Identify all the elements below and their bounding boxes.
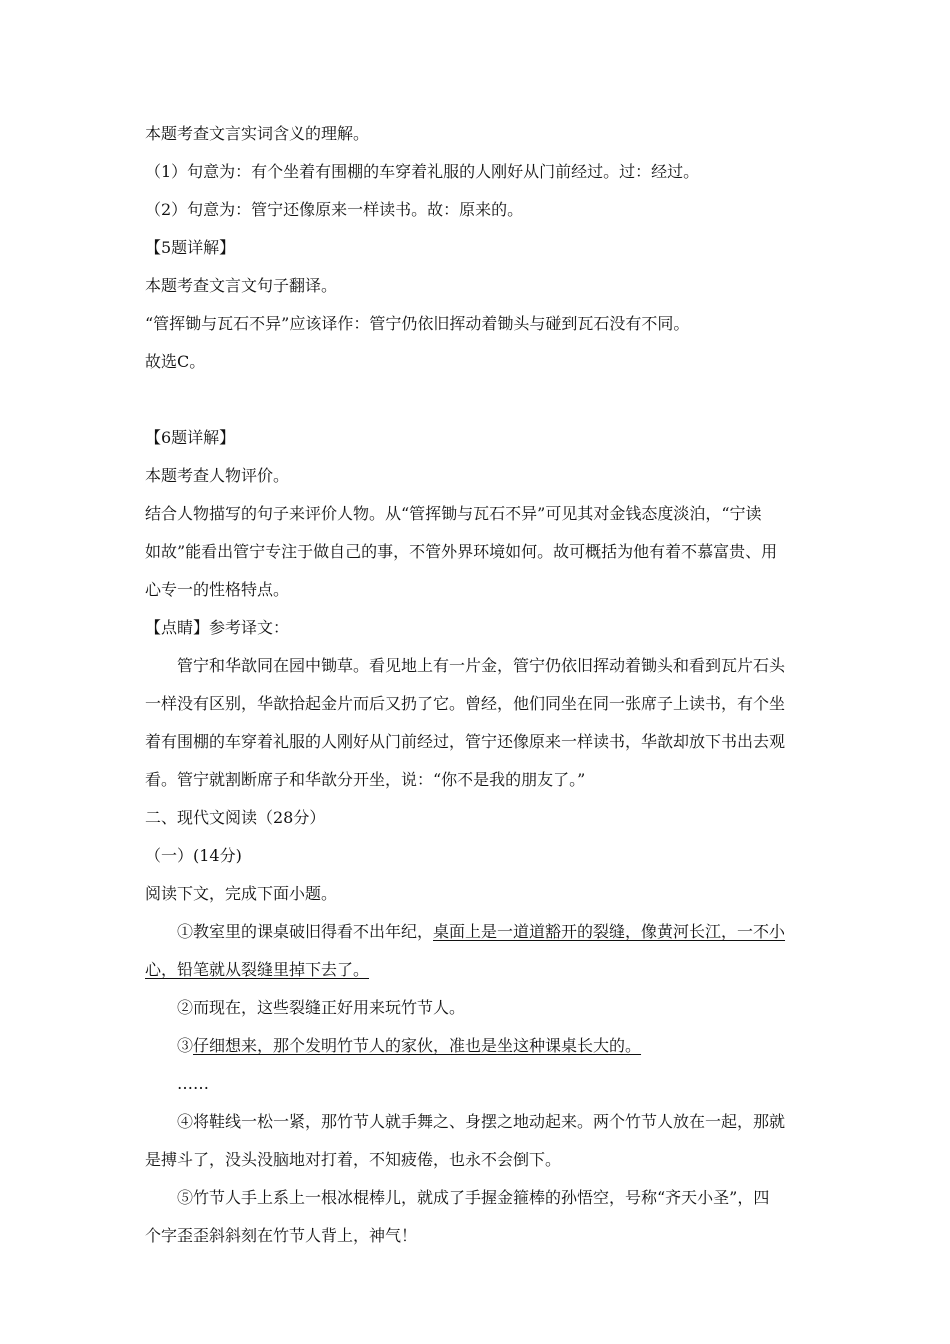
- text-line: 是搏斗了，没头没脑地对打着，不知疲倦，也永不会倒下。: [145, 1150, 562, 1169]
- ellipsis-line: ……: [177, 1074, 209, 1093]
- section-heading: 【5题详解】: [145, 238, 236, 257]
- text-line: 管宁和华歆同在园中锄草。看见地上有一片金，管宁仍依旧挥动着锄头和看到瓦片石头: [177, 656, 786, 675]
- text-line: 结合人物描写的句子来评价人物。从“管挥锄与瓦石不异”可见其对金钱态度淡泊，“宁读: [145, 504, 762, 523]
- section-heading: 二、现代文阅读（28分）: [145, 808, 326, 827]
- text-line: 心专一的性格特点。: [145, 580, 290, 599]
- text-segment: ①教室里的课桌破旧得看不出年纪，: [177, 922, 434, 941]
- text-line: ⑤竹节人手上系上一根冰棍棒儿，就成了手握金箍棒的孙悟空，号称“齐天小圣”，四: [177, 1188, 770, 1207]
- text-line: 个字歪歪斜斜刻在竹节人背上，神气！: [145, 1226, 418, 1245]
- text-line: 看。管宁就割断席子和华歆分开坐，说：“你不是我的朋友了。”: [145, 770, 586, 789]
- text-line: [145, 960, 369, 980]
- text-line: 一样没有区别，华歆拾起金片而后又扔了它。曾经，他们同坐在同一张席子上读书，有个坐: [145, 694, 786, 713]
- text-line: （2）句意为：管宁还像原来一样读书。故：原来的。: [145, 200, 524, 219]
- underlined-text: 心，铅笔就从裂缝里掉下去了。: [145, 960, 370, 979]
- text-line: 本题考查文言实词含义的理解。: [145, 124, 370, 143]
- text-segment: ③: [177, 1036, 194, 1055]
- underlined-text: 桌面上是一道道豁开的裂缝，像黄河长江，一不小: [433, 922, 786, 941]
- section-heading: 【6题详解】: [145, 428, 236, 447]
- text-line: 着有围棚的车穿着礼服的人刚好从门前经过，管宁还像原来一样读书，华歆却放下书出去观: [145, 732, 786, 751]
- text-line: 阅读下文，完成下面小题。: [145, 884, 338, 903]
- text-line: ④将鞋线一松一紧，那竹节人就手舞之、身摆之地动起来。两个竹节人放在一起，那就: [177, 1112, 786, 1131]
- answer-line: 故选C。: [145, 352, 206, 371]
- text-line: （1）句意为：有个坐着有围棚的车穿着礼服的人刚好从门前经过。过：经过。: [145, 162, 700, 181]
- text-line: [177, 1036, 641, 1056]
- text-line: 如故”能看出管宁专注于做自己的事，不管外界环境如何。故可概括为他有着不慕富贵、用: [145, 542, 778, 561]
- text-line: [177, 922, 785, 942]
- section-heading: 【点睛】参考译文：: [145, 618, 290, 637]
- text-line: “管挥锄与瓦石不异”应该译作：管宁仍依旧挥动着锄头与碰到瓦石没有不同。: [145, 314, 690, 333]
- text-line: 本题考查人物评价。: [145, 466, 290, 485]
- text-line: ②而现在，这些裂缝正好用来玩竹节人。: [177, 998, 466, 1017]
- text-line: 本题考查文言文句子翻译。: [145, 276, 338, 295]
- underlined-text: 仔细想来，那个发明竹节人的家伙，准也是坐这种课桌长大的。: [193, 1036, 642, 1055]
- section-heading: （一）(14分): [145, 846, 242, 865]
